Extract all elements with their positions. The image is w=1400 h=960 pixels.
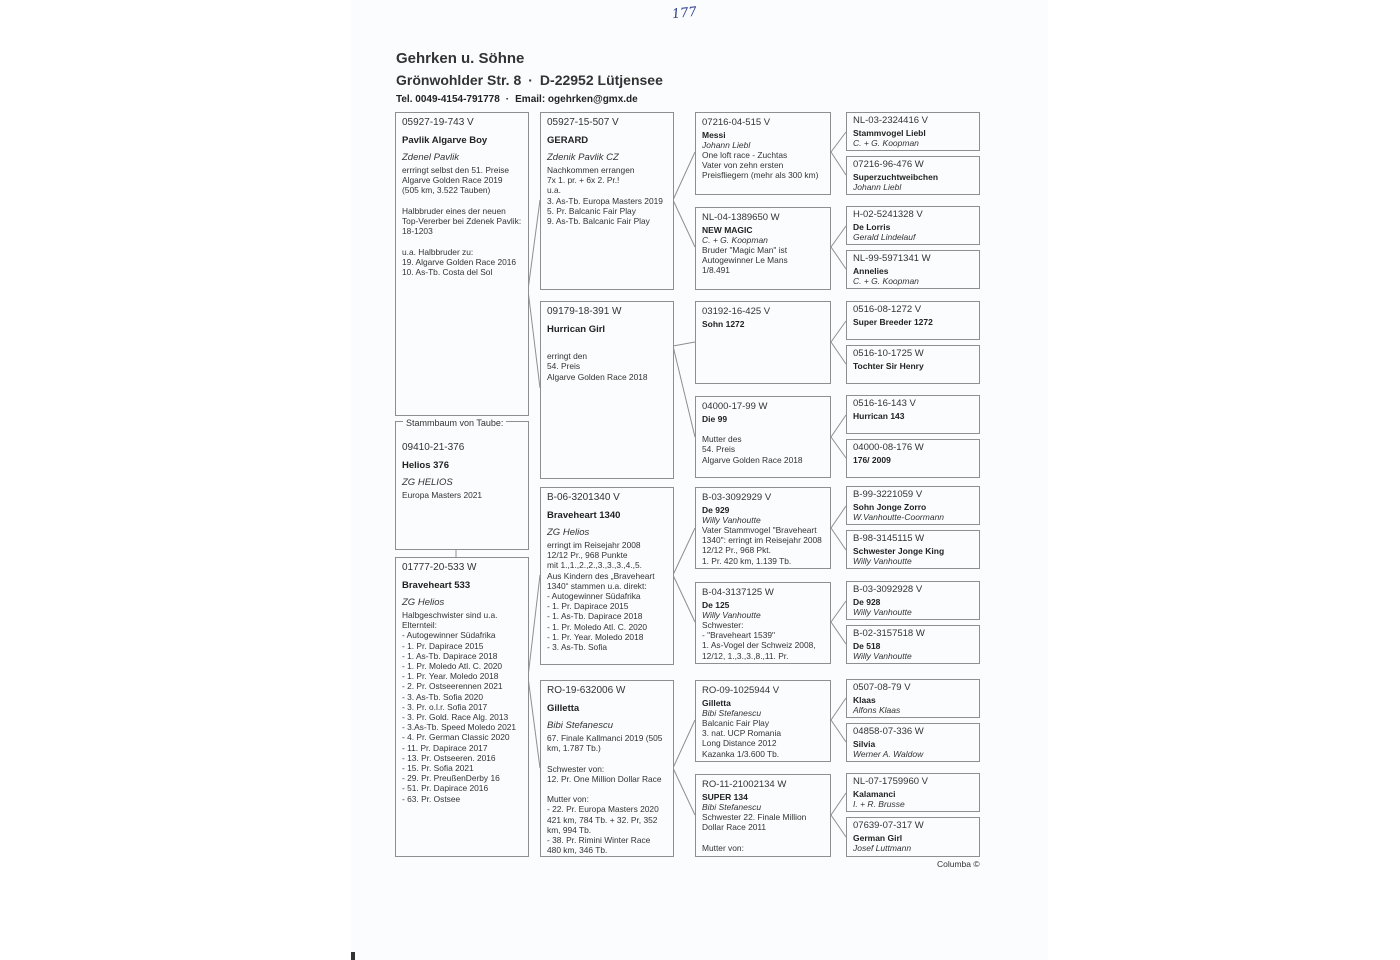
pigeon-name: Die 99: [702, 414, 728, 424]
great-great-grandparent-card: [846, 817, 980, 857]
ring-number: NL-04-1389650 W: [702, 212, 780, 223]
scan-mark: [351, 952, 355, 960]
ring-number: 09410-21-376: [402, 442, 465, 453]
breeder-contact: [396, 94, 638, 105]
achievements: erringt den 54. Preis Algarve Golden Race 2018: [547, 351, 648, 382]
great-great-grandparent-card: [846, 112, 980, 151]
breeder: W.Vanhoutte-Coormann: [853, 512, 945, 522]
pigeon-name: De 929: [702, 505, 730, 515]
great-great-grandparent-card: [846, 345, 980, 384]
breeder: Alfons Klaas: [853, 705, 901, 715]
pigeon-name: Gilletta: [547, 703, 580, 714]
ring-number: 0507-08-79 V: [853, 682, 911, 693]
great-great-grandparent-card: [846, 250, 980, 289]
breeder: Bibi Stefanescu: [702, 708, 762, 718]
great-great-grandparent-card: [846, 679, 980, 718]
pigeon-name: Klaas: [853, 695, 876, 705]
achievements: One loft race - Zuchtas Vater von zehn ersten Preisfliegern (mehr als 300 km): [702, 150, 819, 181]
breeder: Bibi Stefanescu: [547, 720, 614, 731]
pigeon-name: De 125: [702, 600, 730, 610]
pigeon-name: Hurrican 143: [853, 411, 905, 421]
great-great-grandparent-card: [846, 156, 980, 195]
breeder: C. + G. Koopman: [853, 138, 919, 148]
ring-number: RO-19-632006 W: [547, 685, 626, 696]
achievements: Bruder "Magic Man" ist Autogewinner Le Mans 1/8.491: [702, 245, 788, 276]
pigeon-name: NEW MAGIC: [702, 225, 753, 235]
achievements: 67. Finale Kallmanci 2019 (505 km, 1.787 Tb.) Schwester von: 12. Pr. One Million Dollar Race Mutter von: - 22. Pr. Europa Masters 2020 421 km, 784 Tb. + 32. Pr, 352 km, 994 Tb. - 38. Pr. Rimini Winter Race 480 km, 346 Tb.: [547, 733, 663, 856]
breeder: Willy Vanhoutte: [853, 556, 912, 566]
achievements: Mutter des 54. Preis Algarve Golden Race 2018: [702, 434, 803, 465]
achievements: errringt selbst den 51. Preise Algarve Golden Race 2019 (505 km, 3.522 Tauben) Halbbruder eines der neuen Top-Vererber bei Zdenek Pavlik: 18-1203 u.a. Halbbruder zu: 19. Algarve Golden Race 2016 10. As-Tb. Costa del Sol: [402, 165, 522, 278]
achievements: Schwester: - "Braveheart 1539" 1. As-Vogel der Schweiz 2008, 12/12, 1.,3.,3.,8.,11. Pr.: [702, 620, 816, 661]
subject-card: [395, 421, 529, 550]
achievements: Halbgeschwister sind u.a. Elternteil: - Autogewinner Südafrika - 1. Pr. Dapirace 2015 - 1. As-Tb. Dapirace 2018 - 1. Pr. Moledo Atl. C. 2020 - 1. Pr. Year. Moledo 2018 - 2. Pr. Ostseerennen 2021 - 3. As-Tb. Sofia 2020 - 3. Pr. o.l.r. Sofia 2017 - 3. Pr. Gold. Race Alg. 2013 - 3.As-Tb. Speed Moledo 2021 - 4. Pr. German Classic 2020 - 11. Pr. Dapirace 2017 - 13. Pr. Ostseeren. 2016 - 15. Pr. Sofia 2021 - 29. Pr. PreußenDerby 16 - 51. Pr. Dapirace 2016 - 63. Pr. Ostsee: [402, 610, 517, 804]
great-grandparent-card: [695, 487, 831, 569]
ring-number: 09179-18-391 W: [547, 306, 622, 317]
ring-number: 01777-20-533 W: [402, 562, 477, 573]
great-grandparent-card: [695, 774, 831, 857]
pigeon-name: De Lorris: [853, 222, 891, 232]
breeder: Willy Vanhoutte: [702, 515, 761, 525]
ring-number: NL-07-1759960 V: [853, 776, 928, 787]
grandparent-card: [540, 112, 674, 290]
mother-card: [395, 557, 529, 857]
pigeon-name: Superzuchtweibchen: [853, 172, 939, 182]
copyright-footer: Columba ©: [937, 859, 980, 869]
ring-number: B-06-3201340 V: [547, 492, 620, 503]
pigeon-name: 176/ 2009: [853, 455, 891, 465]
great-great-grandparent-card: [846, 625, 980, 664]
great-great-grandparent-card: [846, 206, 980, 245]
achievements: Nachkommen errangen 7x 1. pr. + 6x 2. Pr.! u.a. 3. As-Tb. Europa Masters 2019 5. Pr. Balcanic Fair Play 9. As-Tb. Balcanic Fair Play: [547, 165, 663, 227]
achievements: Schwester 22. Finale Million Dollar Race 2011 Mutter von:: [702, 812, 807, 853]
pigeon-name: Annelies: [853, 266, 889, 276]
ring-number: 04858-07-336 W: [853, 726, 924, 737]
breeder: Bibi Stefanescu: [702, 802, 762, 812]
grandparent-card: [540, 680, 674, 857]
handwritten-page-number: 177: [671, 4, 698, 23]
pigeon-name: Gilletta: [702, 698, 731, 708]
pigeon-name: Hurrican Girl: [547, 324, 606, 335]
ring-number: 07216-04-515 V: [702, 117, 771, 128]
contact-separator: ·: [505, 94, 510, 105]
breeder: ZG Helios: [402, 597, 445, 608]
ring-number: 07216-96-476 W: [853, 159, 924, 170]
breeder: C. + G. Koopman: [853, 276, 919, 286]
email: Email: ogehrken@gmx.de: [515, 94, 638, 105]
pigeon-name: De 928: [853, 597, 881, 607]
ring-number: RO-11-21002134 W: [702, 779, 787, 790]
breeder-address: [396, 72, 663, 88]
pigeon-name: De 518: [853, 641, 881, 651]
ring-number: 05927-19-743 V: [402, 117, 474, 128]
pigeon-name: Schwester Jonge King: [853, 546, 945, 556]
ring-number: 04000-17-99 W: [702, 401, 768, 412]
breeder: Johann Liebl: [853, 182, 902, 192]
ring-number: H-02-5241328 V: [853, 209, 923, 220]
pigeon-name: Messi: [702, 130, 726, 140]
pigeon-name: Braveheart 1340: [547, 510, 621, 521]
city: D-22952 Lütjensee: [539, 72, 663, 88]
great-great-grandparent-card: [846, 395, 980, 434]
pigeon-name: Silvia: [853, 739, 876, 749]
grandparent-card: [540, 487, 674, 665]
ring-number: B-03-3092928 V: [853, 584, 923, 595]
breeder: Willy Vanhoutte: [853, 651, 912, 661]
breeder: Willy Vanhoutte: [853, 607, 912, 617]
breeder: Zdenel Pavlik: [402, 152, 460, 163]
pigeon-name: SUPER 134: [702, 792, 748, 802]
ring-number: B-98-3145115 W: [853, 533, 925, 544]
ring-number: 0516-10-1725 W: [853, 348, 924, 359]
breeder: Johann Liebl: [702, 140, 751, 150]
great-grandparent-card: [695, 396, 831, 478]
ring-number: 03192-16-425 V: [702, 306, 771, 317]
great-grandparent-card: [695, 582, 831, 664]
grandparent-card: [540, 301, 674, 479]
breeder: Josef Luttmann: [853, 843, 912, 853]
ring-number: B-99-3221059 V: [853, 489, 923, 500]
ring-number: NL-03-2324416 V: [853, 115, 928, 126]
pigeon-name: Stammvogel Liebl: [853, 128, 926, 138]
great-grandparent-card: [695, 301, 831, 384]
great-great-grandparent-card: [846, 723, 980, 762]
pigeon-name: Sohn Jonge Zorro: [853, 502, 927, 512]
address-separator: ·: [528, 72, 533, 88]
breeder: Gerald Lindelauf: [853, 232, 916, 242]
great-great-grandparent-card: [846, 530, 980, 569]
achievements: Europa Masters 2021: [402, 490, 483, 500]
achievements: Vater Stammvogel "Braveheart 1340": erringt im Reisejahr 2008 12/12 Pr., 968 Pkt. 1. Pr. 420 km, 1.139 Tb.: [702, 525, 822, 566]
breeder: Zdenik Pavlik CZ: [547, 152, 619, 163]
ring-number: 0516-08-1272 V: [853, 304, 922, 315]
breeder: C. + G. Koopman: [702, 235, 768, 245]
great-great-grandparent-card: [846, 581, 980, 620]
stammbaum-label: Stammbaum von Taube:: [403, 418, 506, 428]
great-grandparent-card: [695, 680, 831, 762]
breeder: I. + R. Brusse: [853, 799, 905, 809]
achievements: Balcanic Fair Play 3. nat. UCP Romania Long Distance 2012 Kazanka 1/3.600 Tb.: [702, 718, 781, 759]
breeder: ZG HELIOS: [402, 477, 453, 488]
ring-number: 04000-08-176 W: [853, 442, 924, 453]
great-great-grandparent-card: [846, 301, 980, 340]
pigeon-name: Super Breeder 1272: [853, 317, 933, 327]
ring-number: NL-99-5971341 W: [853, 253, 931, 264]
great-grandparent-card: [695, 207, 831, 290]
breeder: Werner A. Waldow: [853, 749, 924, 759]
pigeon-name: Pavlik Algarve Boy: [402, 135, 488, 146]
ring-number: RO-09-1025944 V: [702, 685, 780, 696]
breeder: ZG Helios: [547, 527, 590, 538]
ring-number: B-03-3092929 V: [702, 492, 772, 503]
pigeon-name: Helios 376: [402, 460, 449, 471]
achievements: erringt im Reisejahr 2008 12/12 Pr., 968 Punkte mit 1.,1.,2.,2.,3.,3.,3.,4.,5. Aus Kindern des „Braveheart 1340“ stammen u.a. direkt: - Autogewinner Südafrika - 1. Pr. Dapirace 2015 - 1. As-Tb. Dapirace 2018 - 1. Pr. Moledo Atl. C. 2020 - 1. Pr. Year. Moledo 2018 - 3. As-Tb. Sofia: [547, 540, 655, 653]
great-grandparent-card: [695, 112, 831, 195]
ring-number: B-02-3157518 W: [853, 628, 925, 639]
great-great-grandparent-card: [846, 773, 980, 812]
pigeon-name: Tochter Sir Henry: [853, 361, 924, 371]
phone: Tel. 0049-4154-791778: [396, 94, 500, 105]
ring-number: B-04-3137125 W: [702, 587, 774, 598]
ring-number: 0516-16-143 V: [853, 398, 916, 409]
breeder: Willy Vanhoutte: [702, 610, 761, 620]
pigeon-name: Braveheart 533: [402, 580, 471, 591]
father-card: [395, 112, 529, 416]
pigeon-name: Sohn 1272: [702, 319, 745, 329]
great-great-grandparent-card: [846, 486, 980, 525]
breeder-name: Gehrken u. Söhne: [396, 50, 525, 67]
pigeon-name: Kalamanci: [853, 789, 896, 799]
ring-number: 05927-15-507 V: [547, 117, 619, 128]
street: Grönwohlder Str. 8: [396, 72, 522, 88]
pigeon-name: German Girl: [853, 833, 903, 843]
great-great-grandparent-card: [846, 439, 980, 478]
ring-number: 07639-07-317 W: [853, 820, 924, 831]
pigeon-name: GERARD: [547, 135, 589, 146]
